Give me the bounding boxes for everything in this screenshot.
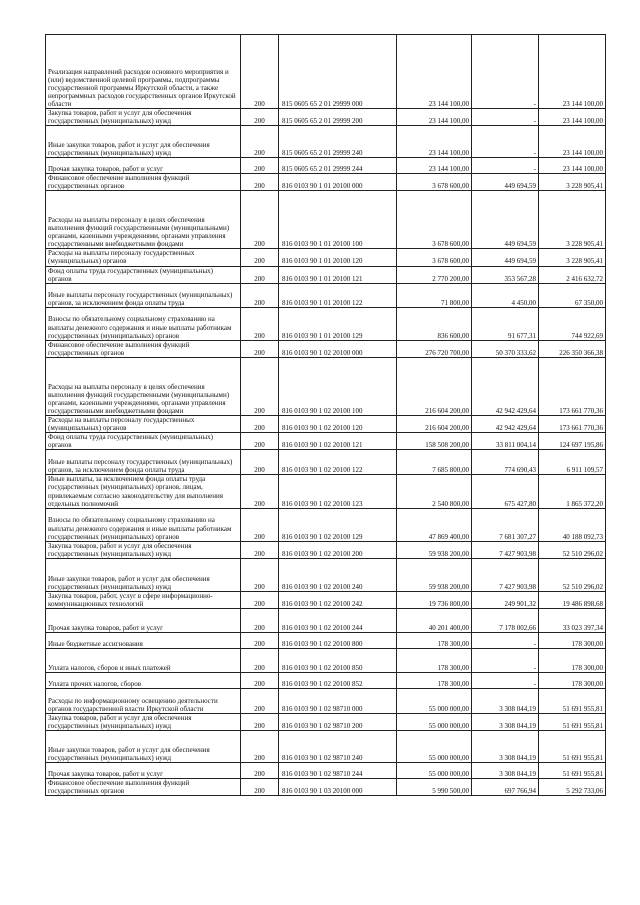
row-remaining-cell: 40 188 092,73: [539, 508, 606, 541]
row-remaining-cell: 178 300,00: [539, 633, 606, 649]
row-code-cell: 200: [241, 689, 279, 714]
row-approved-cell: 55 000 000,00: [397, 689, 472, 714]
row-approved-cell: 178 300,00: [397, 673, 472, 689]
row-remaining-cell: 52 510 296,02: [539, 558, 606, 591]
table-row: [46, 158, 606, 174]
row-name-cell: Иные закупки товаров, работ и услуг для обеспечения государственных (муниципальных) нужд: [46, 731, 241, 763]
row-code-cell: 200: [241, 541, 279, 558]
row-code-cell: 200: [241, 191, 279, 249]
row-executed-cell: 7 427 903,98: [472, 558, 539, 591]
table-row: [46, 191, 606, 249]
row-approved-cell: 158 508 200,00: [397, 433, 472, 450]
row-executed-cell: -: [472, 633, 539, 649]
row-remaining-cell: 33 023 397,34: [539, 609, 606, 633]
row-executed-cell: -: [472, 158, 539, 174]
row-approved-cell: 55 000 000,00: [397, 714, 472, 731]
row-kbk-cell: 816 0103 90 1 02 20100 850: [279, 649, 397, 673]
row-name-cell: Расходы на выплаты персоналу государственных (муниципальных) органов: [46, 415, 241, 432]
row-remaining-cell: 19 486 898,68: [539, 591, 606, 608]
row-name-cell: Закупка товаров, работ, услуг в сфере информационно-коммуникационных технологий: [46, 591, 241, 608]
row-code-cell: 200: [241, 649, 279, 673]
row-approved-cell: 7 685 800,00: [397, 450, 472, 475]
row-code-cell: 200: [241, 633, 279, 649]
row-approved-cell: 216 604 200,00: [397, 357, 472, 415]
row-kbk-cell: 815 0605 65 2 01 29999 000: [279, 35, 397, 109]
row-code-cell: 200: [241, 415, 279, 432]
row-executed-cell: 3 308 044,19: [472, 714, 539, 731]
row-name-cell: Закупка товаров, работ и услуг для обеспечения государственных (муниципальных) нужд: [46, 541, 241, 558]
row-name-cell: Расходы на выплаты персоналу государственных (муниципальных) органов: [46, 249, 241, 266]
row-remaining-cell: 23 144 100,00: [539, 158, 606, 174]
row-code-cell: 200: [241, 249, 279, 266]
row-approved-cell: 59 938 200,00: [397, 558, 472, 591]
row-approved-cell: 55 000 000,00: [397, 731, 472, 763]
table-row: [46, 763, 606, 779]
row-code-cell: 200: [241, 763, 279, 779]
row-approved-cell: 276 720 700,00: [397, 340, 472, 357]
row-kbk-cell: 816 0103 90 1 02 20100 100: [279, 357, 397, 415]
table-row: [46, 109, 606, 126]
row-approved-cell: 47 869 400,00: [397, 508, 472, 541]
row-kbk-cell: 816 0103 90 1 03 20100 000: [279, 779, 397, 796]
row-approved-cell: 23 144 100,00: [397, 126, 472, 158]
row-remaining-cell: 226 350 366,38: [539, 340, 606, 357]
row-remaining-cell: 51 691 955,81: [539, 714, 606, 731]
row-name-cell: Уплата налогов, сборов и иных платежей: [46, 649, 241, 673]
row-code-cell: 200: [241, 307, 279, 340]
row-approved-cell: 19 736 800,00: [397, 591, 472, 608]
row-executed-cell: 7 427 903,98: [472, 541, 539, 558]
row-name-cell: Финансовое обеспечение выполнения функций государственных органов: [46, 340, 241, 357]
row-remaining-cell: 2 416 632,72: [539, 266, 606, 283]
row-name-cell: Иные бюджетные ассигнования: [46, 633, 241, 649]
row-executed-cell: 449 694,59: [472, 191, 539, 249]
row-remaining-cell: 51 691 955,81: [539, 763, 606, 779]
row-code-cell: 200: [241, 433, 279, 450]
row-executed-cell: -: [472, 126, 539, 158]
row-name-cell: Расходы по информационному освещению деятельности органов государственной власти Иркутской области: [46, 689, 241, 714]
row-approved-cell: 5 990 500,00: [397, 779, 472, 796]
row-executed-cell: 4 450,00: [472, 283, 539, 307]
row-code-cell: 200: [241, 340, 279, 357]
budget-table: [45, 34, 606, 796]
row-kbk-cell: 816 0103 90 1 02 20100 800: [279, 633, 397, 649]
table-row: [46, 415, 606, 432]
row-executed-cell: -: [472, 649, 539, 673]
table-row: [46, 673, 606, 689]
row-executed-cell: 50 370 333,62: [472, 340, 539, 357]
row-name-cell: Иные выплаты персоналу государственных (муниципальных) органов, за исключением фонда оплаты труда: [46, 450, 241, 475]
table-row: [46, 731, 606, 763]
row-kbk-cell: 816 0103 90 1 02 20100 121: [279, 433, 397, 450]
row-code-cell: 200: [241, 673, 279, 689]
row-approved-cell: 178 300,00: [397, 633, 472, 649]
row-approved-cell: 71 800,00: [397, 283, 472, 307]
row-approved-cell: 40 201 400,00: [397, 609, 472, 633]
row-executed-cell: 42 942 429,64: [472, 357, 539, 415]
row-code-cell: 200: [241, 731, 279, 763]
row-name-cell: Прочая закупка товаров, работ и услуг: [46, 158, 241, 174]
row-kbk-cell: 816 0103 90 1 02 20100 242: [279, 591, 397, 608]
table-row: [46, 174, 606, 191]
row-kbk-cell: 816 0103 90 1 02 20100 120: [279, 415, 397, 432]
table-row: [46, 541, 606, 558]
row-kbk-cell: 816 0103 90 1 01 20100 000: [279, 174, 397, 191]
row-executed-cell: 3 308 044,19: [472, 689, 539, 714]
row-remaining-cell: 67 350,00: [539, 283, 606, 307]
row-remaining-cell: 173 661 770,36: [539, 357, 606, 415]
table-row: [46, 35, 606, 109]
row-kbk-cell: 816 0103 90 1 01 20100 121: [279, 266, 397, 283]
row-code-cell: 200: [241, 508, 279, 541]
row-code-cell: 200: [241, 35, 279, 109]
row-remaining-cell: 3 228 905,41: [539, 191, 606, 249]
row-code-cell: 200: [241, 357, 279, 415]
row-kbk-cell: 816 0103 90 1 02 98710 000: [279, 689, 397, 714]
row-kbk-cell: 816 0103 90 1 02 98710 200: [279, 714, 397, 731]
row-executed-cell: 697 766,94: [472, 779, 539, 796]
row-executed-cell: 91 677,31: [472, 307, 539, 340]
table-row: [46, 649, 606, 673]
table-row: [46, 779, 606, 796]
row-executed-cell: -: [472, 35, 539, 109]
table-row: [46, 508, 606, 541]
row-code-cell: 200: [241, 283, 279, 307]
row-kbk-cell: 816 0103 90 1 02 20100 240: [279, 558, 397, 591]
row-approved-cell: 3 678 600,00: [397, 174, 472, 191]
row-kbk-cell: 816 0103 90 1 01 20100 122: [279, 283, 397, 307]
row-remaining-cell: 124 697 195,86: [539, 433, 606, 450]
row-remaining-cell: 178 300,00: [539, 649, 606, 673]
row-code-cell: 200: [241, 158, 279, 174]
table-row: [46, 433, 606, 450]
row-approved-cell: 3 678 600,00: [397, 249, 472, 266]
row-code-cell: 200: [241, 266, 279, 283]
table-row: [46, 714, 606, 731]
row-approved-cell: 2 540 800,00: [397, 475, 472, 508]
row-kbk-cell: 816 0103 90 1 02 98710 244: [279, 763, 397, 779]
row-approved-cell: 216 604 200,00: [397, 415, 472, 432]
row-code-cell: 200: [241, 450, 279, 475]
row-remaining-cell: 23 144 100,00: [539, 109, 606, 126]
row-name-cell: Фонд оплаты труда государственных (муниципальных) органов: [46, 266, 241, 283]
row-approved-cell: 2 770 200,00: [397, 266, 472, 283]
row-name-cell: Уплата прочих налогов, сборов: [46, 673, 241, 689]
table-row: [46, 126, 606, 158]
row-kbk-cell: 816 0103 90 1 02 20100 000: [279, 340, 397, 357]
row-kbk-cell: 815 0605 65 2 01 29999 240: [279, 126, 397, 158]
row-name-cell: Расходы на выплаты персоналу в целях обеспечения выполнения функций государственными (муниципальными) органами, казенными учреждениями, органами управления государственными внебюджетными фондами: [46, 357, 241, 415]
table-row: [46, 475, 606, 508]
row-name-cell: Закупка товаров, работ и услуг для обеспечения государственных (муниципальных) нужд: [46, 714, 241, 731]
row-executed-cell: 774 690,43: [472, 450, 539, 475]
row-code-cell: 200: [241, 109, 279, 126]
row-approved-cell: 23 144 100,00: [397, 109, 472, 126]
row-remaining-cell: 6 911 109,57: [539, 450, 606, 475]
row-remaining-cell: 3 228 905,41: [539, 174, 606, 191]
row-code-cell: 200: [241, 714, 279, 731]
table-row: [46, 307, 606, 340]
row-name-cell: Иные выплаты персоналу государственных (муниципальных) органов, за исключением фонда оплаты труда: [46, 283, 241, 307]
row-remaining-cell: 51 691 955,81: [539, 731, 606, 763]
row-name-cell: Иные закупки товаров, работ и услуг для обеспечения государственных (муниципальных) нужд: [46, 558, 241, 591]
row-remaining-cell: 178 300,00: [539, 673, 606, 689]
row-executed-cell: 42 942 429,64: [472, 415, 539, 432]
row-name-cell: Финансовое обеспечение выполнения функций государственных органов: [46, 779, 241, 796]
row-executed-cell: 449 694,59: [472, 249, 539, 266]
table-row: [46, 633, 606, 649]
row-kbk-cell: 816 0103 90 1 02 98710 240: [279, 731, 397, 763]
row-name-cell: Прочая закупка товаров, работ и услуг: [46, 609, 241, 633]
table-row: [46, 450, 606, 475]
row-approved-cell: 3 678 600,00: [397, 191, 472, 249]
table-row: [46, 249, 606, 266]
table-row: [46, 558, 606, 591]
row-code-cell: 200: [241, 475, 279, 508]
row-name-cell: Реализация направлений расходов основного мероприятия и (или) ведомственной целевой программы, подпрограммы государственной программы Иркутской области, а также непрограммных расходов государственных органов Иркутской области: [46, 35, 241, 109]
row-kbk-cell: 816 0103 90 1 01 20100 100: [279, 191, 397, 249]
row-remaining-cell: 1 865 372,20: [539, 475, 606, 508]
table-row: [46, 609, 606, 633]
row-executed-cell: -: [472, 109, 539, 126]
row-remaining-cell: 23 144 100,00: [539, 35, 606, 109]
row-kbk-cell: 816 0103 90 1 01 20100 129: [279, 307, 397, 340]
row-approved-cell: 23 144 100,00: [397, 35, 472, 109]
row-name-cell: Фонд оплаты труда государственных (муниципальных) органов: [46, 433, 241, 450]
row-kbk-cell: 816 0103 90 1 02 20100 123: [279, 475, 397, 508]
row-executed-cell: 353 567,28: [472, 266, 539, 283]
row-code-cell: 200: [241, 591, 279, 608]
row-name-cell: Прочая закупка товаров, работ и услуг: [46, 763, 241, 779]
row-remaining-cell: 3 228 905,41: [539, 249, 606, 266]
row-kbk-cell: 816 0103 90 1 02 20100 129: [279, 508, 397, 541]
row-code-cell: 200: [241, 126, 279, 158]
row-name-cell: Взносы по обязательному социальному страхованию на выплаты денежного содержания и иные выплаты работникам государственных (муниципальных) органов: [46, 508, 241, 541]
table-row: [46, 340, 606, 357]
row-kbk-cell: 816 0103 90 1 01 20100 120: [279, 249, 397, 266]
row-approved-cell: 55 000 000,00: [397, 763, 472, 779]
row-kbk-cell: 816 0103 90 1 02 20100 244: [279, 609, 397, 633]
row-executed-cell: 7 178 002,66: [472, 609, 539, 633]
row-kbk-cell: 815 0605 65 2 01 29999 244: [279, 158, 397, 174]
row-remaining-cell: 744 922,69: [539, 307, 606, 340]
row-code-cell: 200: [241, 174, 279, 191]
row-name-cell: Иные закупки товаров, работ и услуг для обеспечения государственных (муниципальных) нужд: [46, 126, 241, 158]
row-kbk-cell: 816 0103 90 1 02 20100 122: [279, 450, 397, 475]
row-kbk-cell: 816 0103 90 1 02 20100 852: [279, 673, 397, 689]
row-remaining-cell: 5 292 733,06: [539, 779, 606, 796]
row-approved-cell: 836 600,00: [397, 307, 472, 340]
row-code-cell: 200: [241, 609, 279, 633]
row-kbk-cell: 815 0605 65 2 01 29999 200: [279, 109, 397, 126]
row-approved-cell: 23 144 100,00: [397, 158, 472, 174]
row-approved-cell: 59 938 200,00: [397, 541, 472, 558]
table-row: [46, 591, 606, 608]
row-executed-cell: -: [472, 673, 539, 689]
row-kbk-cell: 816 0103 90 1 02 20100 200: [279, 541, 397, 558]
row-remaining-cell: 52 510 296,02: [539, 541, 606, 558]
row-name-cell: Финансовое обеспечение выполнения функций государственных органов: [46, 174, 241, 191]
table-row: [46, 357, 606, 415]
row-executed-cell: 449 694,59: [472, 174, 539, 191]
row-executed-cell: 33 811 004,14: [472, 433, 539, 450]
row-executed-cell: 675 427,80: [472, 475, 539, 508]
table-row: [46, 283, 606, 307]
row-name-cell: Иные выплаты, за исключением фонда оплаты труда государственных (муниципальных) органов, лицам, привлекаемым согласно законодательству для выполнения отдельных полномочий: [46, 475, 241, 508]
row-code-cell: 200: [241, 558, 279, 591]
table-row: [46, 689, 606, 714]
row-executed-cell: 3 308 044,19: [472, 731, 539, 763]
row-code-cell: 200: [241, 779, 279, 796]
table-row: [46, 266, 606, 283]
row-executed-cell: 7 681 307,27: [472, 508, 539, 541]
row-executed-cell: 3 308 044,19: [472, 763, 539, 779]
row-name-cell: Расходы на выплаты персоналу в целях обеспечения выполнения функций государственными (муниципальными) органами, казенными учреждениями, органами управления государственными внебюджетными фондами: [46, 191, 241, 249]
row-approved-cell: 178 300,00: [397, 649, 472, 673]
row-remaining-cell: 51 691 955,81: [539, 689, 606, 714]
row-remaining-cell: 23 144 100,00: [539, 126, 606, 158]
row-name-cell: Закупка товаров, работ и услуг для обеспечения государственных (муниципальных) нужд: [46, 109, 241, 126]
row-name-cell: Взносы по обязательному социальному страхованию на выплаты денежного содержания и иные выплаты работникам государственных (муниципальных) органов: [46, 307, 241, 340]
row-executed-cell: 249 901,32: [472, 591, 539, 608]
row-remaining-cell: 173 661 770,36: [539, 415, 606, 432]
